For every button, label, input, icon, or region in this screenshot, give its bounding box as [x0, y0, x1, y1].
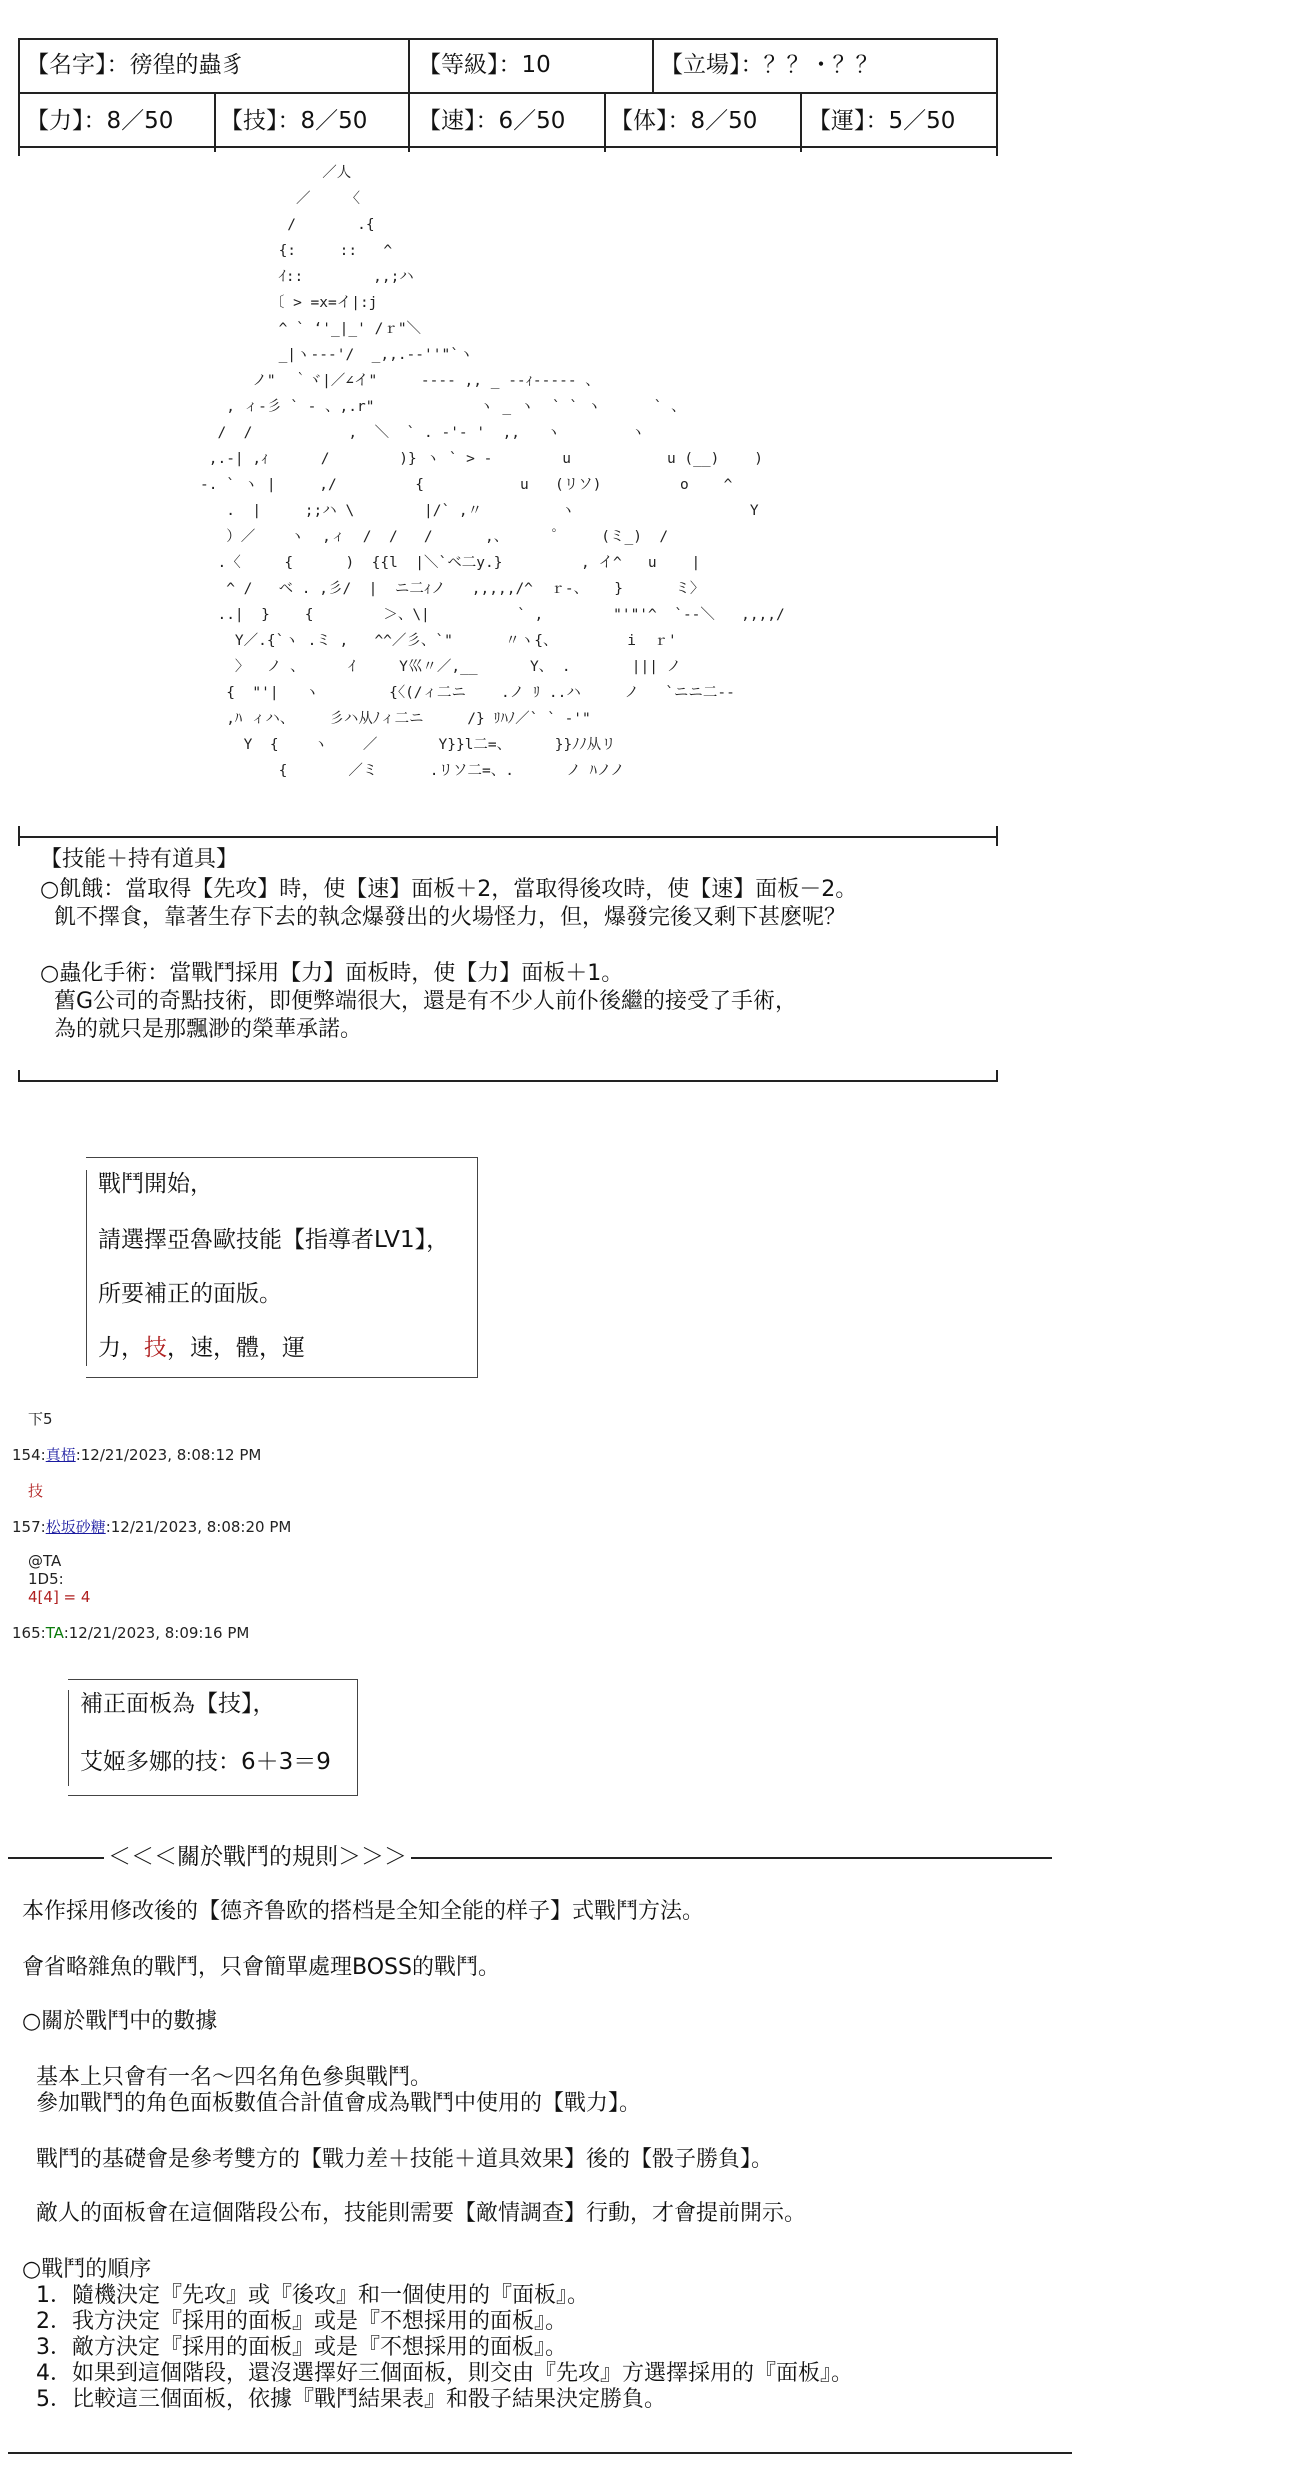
- option-skill-selected: 技: [144, 1335, 167, 1361]
- rules-title: ＜＜＜關於戰鬥的規則＞＞＞: [104, 1842, 411, 1872]
- post-body: 1D5:: [28, 1570, 64, 1588]
- stat-power: 【力】：8／50: [26, 108, 174, 134]
- option-others: ，速，體，運: [167, 1335, 305, 1361]
- post-text: 下5: [28, 1410, 53, 1428]
- box-border: [86, 1170, 87, 1366]
- skills-border-tick: [996, 826, 998, 846]
- box-border: [86, 1157, 478, 1158]
- table-divider: [604, 92, 606, 152]
- rules-list-item: 1．隨機決定『先攻』或『後攻』和一個使用的『面板』。: [22, 2283, 589, 2308]
- character-ascii-art: ／人 ／ 〈 / .{ {: :: ^ ｲ:: ,,;ハ 〔 > =x=イ|:j ^ ` ‘'_|_' /ｒ"＼ _|ヽ‐‐‐'/ _,,.-‐''"`ヽ ノ" ｀ヾ|／∠イ" ‐‐‐- ,, _ ‐-ｨ‐‐‐‐‐ 、 , ィ‐彡 ` ‐ 、,.r" ヽ _ ヽ ` ` ヽ ` 、 / / , ＼ ` . -'‐ ' ,, ヽ ヽ ,.-| ,ｨ / )} ヽ ` > - u u (__) ) -. ` ヽ | ,/ { u (リソ) o ^ . | ;;ハ \ |/` ,〃 ヽ Y ）／ ヽ ,ィ / / / ,、 ゜ (ミ_) / .〈 { ) {{l |＼`ベ二y.} , イ^ u | ^ / ベ . ,彡/ | ニ二ｨノ ,,,,,/^ ｒ‐、 } ミ〉 ..| } { ＞、\| ` , "'"'^ `‐‐＼ ,,,,/ Y／.{`ヽ .ミ , ^^／彡、`" 〃ヽ{、 i ｒ' 〉 ノ 、 ｲ Y巛〃／,__ Y、 . ||| ノ { "'| ヽ {〈(/ィ二ニ .ノ ﾘ ..ハ ノ `ニニ二‐‐ ,ﾊ ィハ、 彡ハ从ﾉィ二ニ /} ﾘﾊﾉ／` ` ‐'" Y { ヽ ／ Y}}l二=、 }}ﾉﾉ从リ { ／ミ .リソ二=、. ノ ﾊノノ: [200, 165, 785, 779]
- rules-list-item: 5．比較這三個面板，依據『戰鬥結果表』和骰子結果決定勝負。: [22, 2387, 666, 2412]
- post-timestamp: :12/21/2023, 8:08:12 PM: [75, 1446, 262, 1464]
- rules-paragraph: 戰鬥的基礎會是參考雙方的【戰力差＋技能＋道具效果】後的【骰子勝負】。: [22, 2147, 773, 2172]
- box-border: [68, 1795, 358, 1796]
- character-name: 【名字】：徬徨的蟲豸: [26, 52, 245, 78]
- post-number: 165:: [12, 1624, 46, 1642]
- rules-paragraph: 敵人的面板會在這個階段公布，技能則需要【敵情調查】行動，才會提前開示。: [22, 2201, 806, 2226]
- skills-bottom-border: [18, 1080, 998, 1082]
- stat-luck: 【運】：5／50: [808, 108, 956, 134]
- rules-list-item: 2．我方決定『採用的面板』或是『不想採用的面板』。: [22, 2309, 567, 2334]
- post-number: 154:: [12, 1446, 46, 1464]
- post-user-link[interactable]: 真梧: [45, 1446, 76, 1464]
- rules-paragraph: 參加戰鬥的角色面板數值合計值會成為戰鬥中使用的【戰力】。: [22, 2091, 641, 2116]
- skill-1-effect: ○飢餓：當取得【先攻】時，使【速】面板＋2，當取得後攻時，使【速】面板－2。: [40, 877, 858, 902]
- table-top-border: [18, 38, 998, 40]
- table-left-border: [18, 38, 20, 156]
- box-border: [68, 1679, 358, 1680]
- post-header: [12, 1624, 249, 1642]
- skill-2-flavor: 舊G公司的奇點技術，即便弊端很大，還是有不少人前仆後繼的接受了手術，: [40, 989, 798, 1014]
- rules-paragraph: 基本上只會有一名～四名角色參與戰鬥。: [22, 2065, 432, 2090]
- post-timestamp: :12/21/2023, 8:08:20 PM: [105, 1518, 292, 1536]
- table-right-border: [996, 38, 998, 156]
- table-divider: [652, 38, 654, 92]
- rules-section-heading: ○戰鬥的順序: [22, 2257, 152, 2282]
- character-stance: 【立場】：？？・？？: [660, 52, 879, 78]
- stat-body: 【体】：8／50: [610, 108, 758, 134]
- post-timestamp: :12/21/2023, 8:09:16 PM: [63, 1624, 250, 1642]
- post-user-link[interactable]: 松坂砂糖: [45, 1518, 106, 1536]
- table-divider: [214, 92, 216, 152]
- dice-result: 4[4] = 4: [28, 1588, 91, 1606]
- skills-header: 【技能＋持有道具】: [40, 847, 239, 872]
- table-divider: [800, 92, 802, 152]
- table-middle-border: [18, 92, 998, 94]
- skills-border-tick: [18, 826, 20, 846]
- rules-list-item: 4．如果到這個階段，還沒選擇好三個面板，則交由『先攻』方選擇採用的『面板』。: [22, 2361, 853, 2386]
- rules-paragraph: 會省略雜魚的戰鬥，只會簡單處理BOSS的戰鬥。: [22, 1955, 500, 1980]
- skill-select-prompt: 請選擇亞魯歐技能【指導者LV1】，: [98, 1227, 450, 1253]
- post-header: [12, 1446, 261, 1464]
- option-power: 力，: [98, 1335, 144, 1361]
- character-level: 【等級】：10: [418, 52, 551, 78]
- stat-speed: 【速】：6／50: [418, 108, 566, 134]
- skills-border-tick: [996, 1070, 998, 1082]
- battle-start-line: 戰鬥開始，: [98, 1171, 213, 1197]
- rules-paragraph: 本作採用修改後的【德齐鲁欧的搭档是全知全能的样子】式戰鬥方法。: [22, 1899, 705, 1924]
- rules-list-item: 3．敵方決定『採用的面板』或是『不想採用的面板』。: [22, 2335, 567, 2360]
- table-bottom-border: [18, 146, 998, 148]
- correction-result: 補正面板為【技】，: [80, 1691, 276, 1717]
- skill-value-result: 艾姬多娜的技：6＋3＝9: [80, 1749, 331, 1775]
- skill-2-flavor: 為的就只是那飄渺的榮華承諾。: [40, 1017, 362, 1042]
- box-border: [477, 1157, 478, 1377]
- post-header: [12, 1518, 291, 1536]
- panel-select-prompt: 所要補正的面版。: [98, 1281, 282, 1307]
- rules-bottom-line: [8, 2452, 1072, 2454]
- box-border: [86, 1377, 478, 1378]
- post-body: 技: [28, 1482, 44, 1500]
- table-divider: [408, 38, 410, 92]
- skills-top-border: [18, 836, 998, 838]
- post-number: 157:: [12, 1518, 46, 1536]
- skills-border-tick: [18, 1070, 20, 1082]
- post-user-name: TA: [45, 1624, 64, 1642]
- stat-skill: 【技】：8／50: [220, 108, 368, 134]
- skill-2-effect: ○蟲化手術：當戰鬥採用【力】面板時，使【力】面板＋1。: [40, 961, 624, 986]
- rules-section-heading: ○關於戰鬥中的數據: [22, 2009, 218, 2034]
- panel-options: [98, 1334, 305, 1362]
- box-border: [357, 1679, 358, 1795]
- skill-1-flavor: 飢不擇食，靠著生存下去的執念爆發出的火場怪力，但，爆發完後又剩下甚麽呢？: [40, 905, 846, 930]
- table-divider: [408, 92, 410, 152]
- post-body: @TA: [28, 1552, 62, 1570]
- box-border: [68, 1690, 69, 1786]
